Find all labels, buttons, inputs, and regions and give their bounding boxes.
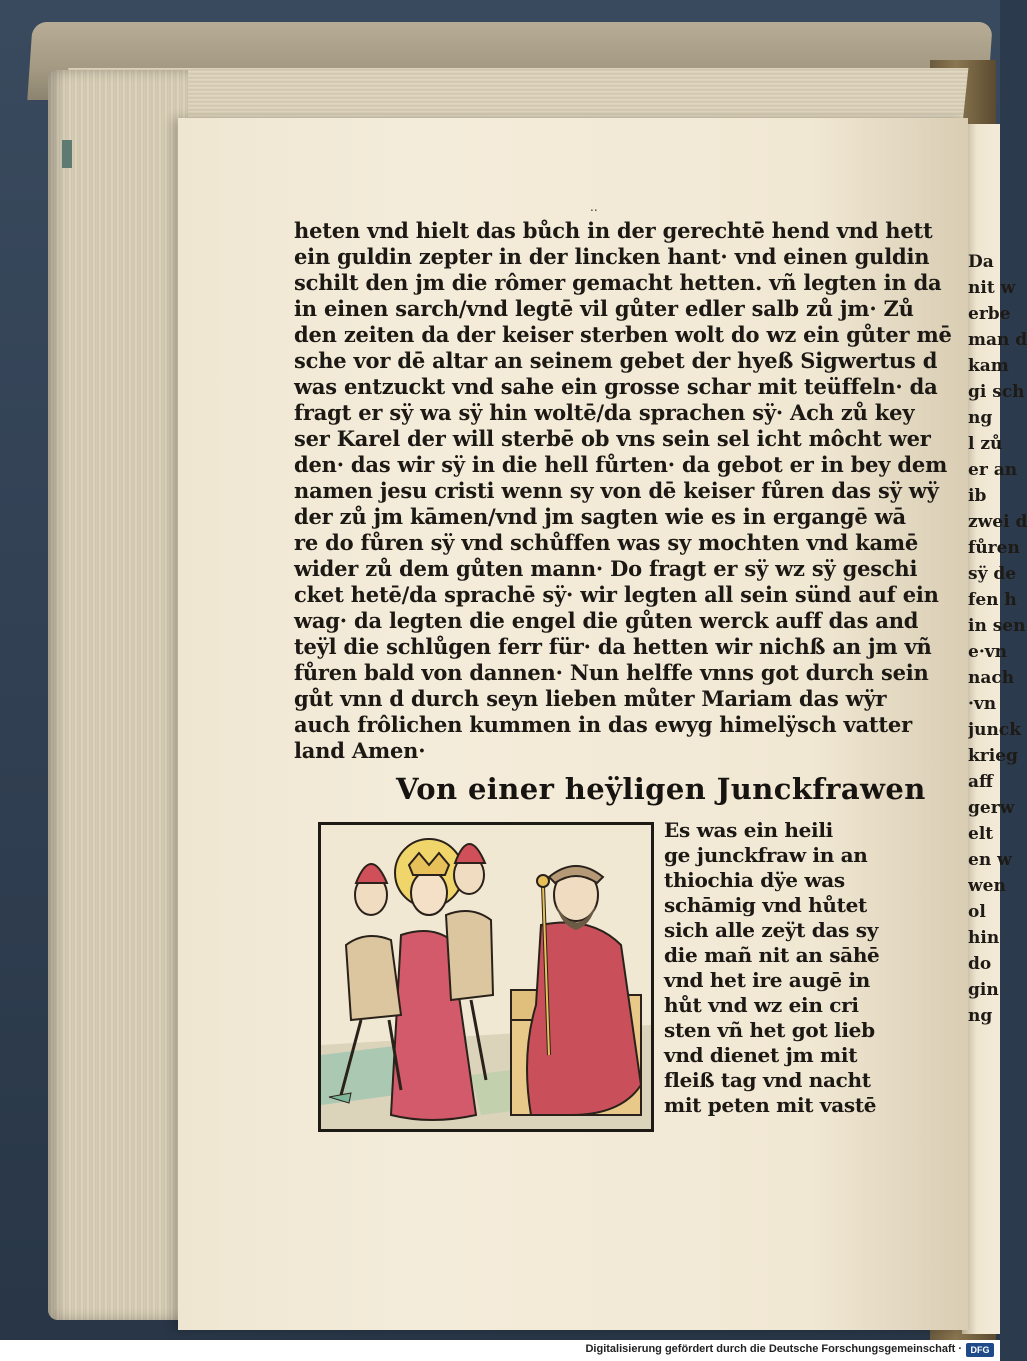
facing-page-fragment: er an <box>968 460 1018 480</box>
woodcut-illustration <box>318 822 654 1132</box>
facing-page-fragment: fůren <box>968 538 1020 558</box>
facing-page-fragment: Da <box>968 252 994 272</box>
facing-page-fragment: ib <box>968 486 987 506</box>
column-line: mit peten mit vastē <box>664 1093 877 1117</box>
facing-page-fragment: sÿ de <box>968 564 1017 584</box>
text-line: auch frôlichen kummen in das ewyg himelÿsch vatter <box>294 712 912 737</box>
column-line: vnd het ire augē in <box>664 968 871 992</box>
text-line: was entzuckt vnd sahe ein grosse schar mit teüffeln· da <box>294 374 938 399</box>
text-line: gůt vnn d durch seyn lieben můter Mariam das wÿr <box>294 686 887 711</box>
column-line: Es was ein heili <box>664 818 833 842</box>
facing-page-fragment: elt <box>968 824 994 844</box>
facing-page-fragment: en w <box>968 850 1012 870</box>
bookmark-tab <box>62 140 72 168</box>
facing-page-fragment: ol <box>968 902 986 922</box>
text-line: ein guldin zepter in der lincken hant· vnd einen guldin <box>294 244 930 269</box>
page-edges-side <box>48 70 188 1320</box>
facing-page-fragment: ng <box>968 408 993 428</box>
facing-page-fragment: gi sch <box>968 382 1025 402</box>
facing-page-fragment: krieg <box>968 746 1018 766</box>
facing-page-fragment: nit w <box>968 278 1016 298</box>
text-line: re do fůren sÿ vnd schůffen was sy mochten vnd kamē <box>294 530 919 555</box>
text-line: den zeiten da der keiser sterben wolt do wz ein gůter mē <box>294 322 952 347</box>
facing-page-fragment: ng <box>968 1006 993 1026</box>
text-line: namen jesu cristi wenn sy von dē keiser fůren das sÿ wÿ <box>294 478 939 503</box>
text-line: schilt den jm die rômer gemacht hetten. vñ legten in da <box>294 270 942 295</box>
facing-page-fragment: ·vn <box>968 694 997 714</box>
column-line: thiochia dÿe was <box>664 868 845 892</box>
text-line: der zů jm kāmen/vnd jm sagten wie es in ergangē wā <box>294 504 906 529</box>
text-line: land Amen· <box>294 738 426 763</box>
column-line: hůt vnd wz ein cri <box>664 993 859 1017</box>
text-line: fragt er sÿ wa sÿ hin woltē/da sprachen sÿ· Ach zů key <box>294 400 915 425</box>
text-line: sche vor dē altar an seinem gebet der hyeß Sigwertus d <box>294 348 938 373</box>
column-line: sten vñ het got lieb <box>664 1018 875 1042</box>
text-line: fůren bald von dannen· Nun helffe vnns got durch sein <box>294 660 929 685</box>
facing-page-fragment: hin <box>968 928 1000 948</box>
signature-mark: .. <box>590 200 598 214</box>
text-line: heten vnd hielt das bůch in der gerechtē hend vnd hett <box>294 218 933 243</box>
section-heading: Von einer heÿligen Junckfrawen <box>396 772 926 806</box>
column-line: sich alle zeÿt das sy <box>664 918 879 942</box>
text-line: ser Karel der will sterbē ob vns sein sel icht môcht wer <box>294 426 931 451</box>
facing-page-fragment: wen <box>968 876 1006 896</box>
text-line: teÿl die schlůgen ferr für· da hetten wir nichß an jm vñ <box>294 634 932 659</box>
facing-page-fragment: fen h <box>968 590 1017 610</box>
column-line: fleiß tag vnd nacht <box>664 1068 871 1092</box>
facing-page-fragment: aff <box>968 772 993 792</box>
text-line: cket hetē/da sprachē sÿ· wir legten all sein sünd auf ein <box>294 582 939 607</box>
facing-page-fragment: man d <box>968 330 1027 350</box>
facing-page-fragment: erbe <box>968 304 1011 324</box>
column-line: die mañ nit an sāhē <box>664 943 880 967</box>
dfg-logo: DFG <box>966 1343 994 1357</box>
facing-page-fragment: gerw <box>968 798 1015 818</box>
text-line: wider zů dem gůten mann· Do fragt er sÿ wz sÿ geschi <box>294 556 918 581</box>
column-line: ge junckfraw in an <box>664 843 868 867</box>
text-line: in einen sarch/vnd legtē vil gůter edler salb zů jm· Zů <box>294 296 914 321</box>
text-line: wag· da legten die engel die gůten werck auff das and <box>294 608 919 633</box>
text-line: den· das wir sÿ in die hell fůrten· da gebot er in bey dem <box>294 452 948 477</box>
facing-page-fragment: kam <box>968 356 1009 376</box>
facing-page-fragment: junck <box>968 720 1022 740</box>
facing-page-fragment: do <box>968 954 992 974</box>
facing-page-fragment: in sen <box>968 616 1026 636</box>
column-line: vnd dienet jm mit <box>664 1043 858 1067</box>
facing-page-fragment: e·vn <box>968 642 1007 662</box>
facing-page-fragment: nach <box>968 668 1015 688</box>
facing-page-fragment: zwei d <box>968 512 1027 532</box>
column-line: schāmig vnd hůtet <box>664 893 867 917</box>
facing-page-fragment: l zů <box>968 434 1003 454</box>
facing-page-fragment: gin <box>968 980 999 1000</box>
woodcut-illustration-icon <box>321 825 651 1129</box>
footer-credit: Digitalisierung gefördert durch die Deutsche Forschungsgemeinschaft · <box>585 1343 962 1355</box>
